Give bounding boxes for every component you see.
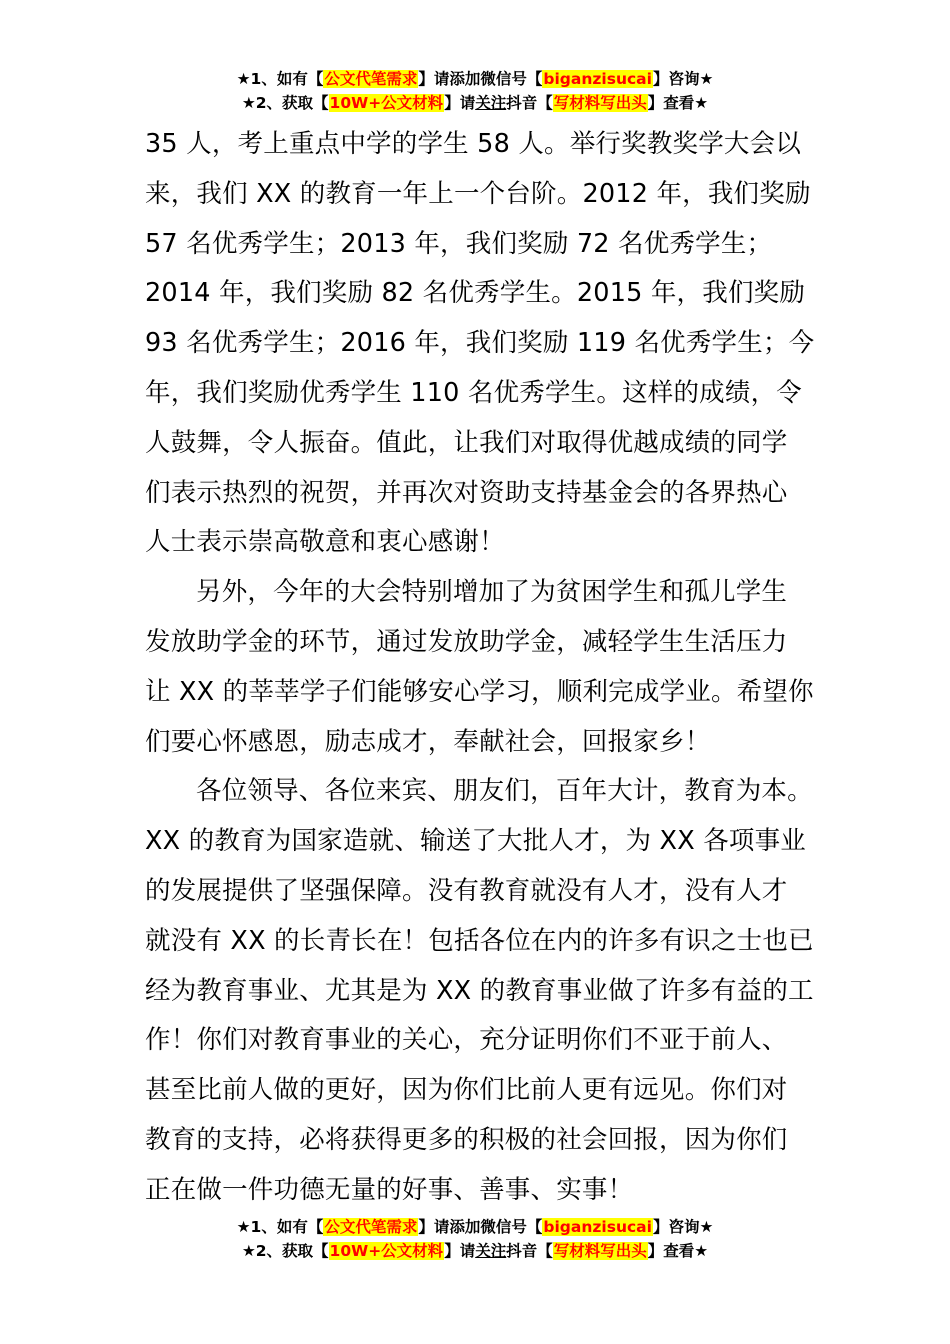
body-line: 人士表示崇高敬意和衷心感谢！ <box>145 527 505 558</box>
body-line: 的发展提供了坚强保障。没有教育就没有人才，没有人才 <box>145 875 788 906</box>
body-line: 们要心怀感恩，励志成才，奉献社会，回报家乡！ <box>145 726 711 757</box>
body-line: 93 名优秀学生；2016 年，我们奖励 119 名优秀学生；今 <box>145 328 815 359</box>
footer-banner <box>0 1216 950 1264</box>
body-line: 发放助学金的环节，通过发放助学金，减轻学生生活压力 <box>145 626 788 657</box>
body-line: 作！你们对教育事业的关心，充分证明你们不亚于前人、 <box>145 1025 788 1056</box>
body-line: 让 XX 的莘莘学子们能够安心学习，顺利完成学业。希望你 <box>145 676 814 707</box>
header-banner <box>0 68 950 116</box>
paragraph-start-line: 各位领导、各位来宾、朋友们，百年大计，教育为本。 <box>196 776 813 807</box>
body-line: 年，我们奖励优秀学生 110 名优秀学生。这样的成绩，令 <box>145 377 802 408</box>
body-line: 57 名优秀学生；2013 年，我们奖励 72 名优秀学生； <box>145 228 773 259</box>
body-line: 甚至比前人做的更好，因为你们比前人更有远见。你们对 <box>145 1075 788 1106</box>
body-line: 来，我们 XX 的教育一年上一个台阶。2012 年，我们奖励 <box>145 178 811 209</box>
body-line: 经为教育事业、尤其是为 XX 的教育事业做了许多有益的工 <box>145 975 814 1006</box>
highlight-service: 公文代笔需求 <box>324 1218 418 1236</box>
highlight-wechat-id: biganzisucai <box>543 1218 652 1236</box>
body-line: 2014 年，我们奖励 82 名优秀学生。2015 年，我们奖励 <box>145 278 806 309</box>
document-body <box>145 120 813 1216</box>
body-line: XX 的教育为国家造就、输送了大批人才，为 XX 各项事业 <box>145 826 806 857</box>
highlight-materials: 10W+公文材料 <box>329 94 444 112</box>
banner-line-2: ★2、获取【10W+公文材料】请关注抖音【写材料写出头】查看★ <box>241 94 709 112</box>
banner-line-1: ★1、如有【公文代笔需求】请添加微信号【biganzisucai】咨询★ <box>236 1218 714 1236</box>
highlight-douyin: 写材料写出头 <box>553 1242 647 1260</box>
body-line: 35 人，考上重点中学的学生 58 人。举行奖教奖学大会以 <box>145 129 802 159</box>
body-line: 教育的支持，必将获得更多的积极的社会回报，因为你们 <box>145 1124 788 1155</box>
highlight-wechat-id: biganzisucai <box>543 70 652 88</box>
paragraph-start-line: 另外，今年的大会特别增加了为贫困学生和孤儿学生 <box>196 577 788 608</box>
body-line: 们表示热烈的祝贺，并再次对资助支持基金会的各界热心 <box>145 477 788 508</box>
banner-line-2: ★2、获取【10W+公文材料】请关注抖音【写材料写出头】查看★ <box>241 1242 709 1260</box>
body-line: 人鼓舞，令人振奋。值此，让我们对取得优越成绩的同学 <box>145 427 788 458</box>
body-line: 就没有 XX 的长青长在！包括各位在内的许多有识之士也已 <box>145 925 814 956</box>
highlight-douyin: 写材料写出头 <box>553 94 647 112</box>
body-line: 正在做一件功德无量的好事、善事、实事！ <box>145 1174 634 1205</box>
highlight-materials: 10W+公文材料 <box>329 1242 444 1260</box>
highlight-service: 公文代笔需求 <box>324 70 418 88</box>
banner-line-1: ★1、如有【公文代笔需求】请添加微信号【biganzisucai】咨询★ <box>236 70 714 88</box>
